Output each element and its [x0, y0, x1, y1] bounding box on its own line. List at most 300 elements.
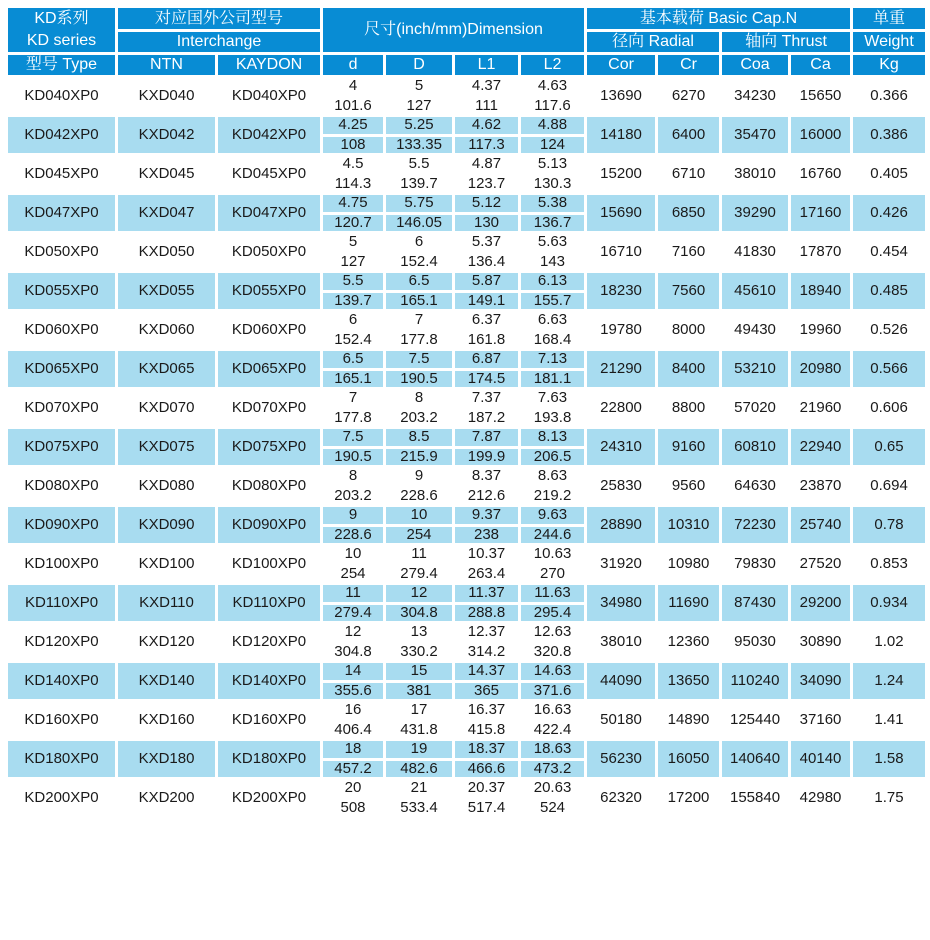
cell-d-inch: 18 [322, 740, 385, 760]
cell-ca: 34090 [790, 662, 852, 701]
cell-cor: 21290 [586, 350, 657, 389]
cell-D-mm: 482.6 [385, 759, 454, 779]
cell-L2-mm: 371.6 [520, 681, 586, 701]
cell-D-inch: 7.5 [385, 350, 454, 370]
cell-L2-mm: 219.2 [520, 486, 586, 506]
cell-ntn: KXD050 [117, 233, 217, 272]
cell-L1-mm: 466.6 [454, 759, 520, 779]
cell-kaydon: KD047XP0 [217, 194, 322, 233]
cell-cr: 14890 [657, 701, 721, 740]
cell-cor: 34980 [586, 584, 657, 623]
cell-kg: 1.02 [852, 623, 927, 662]
table-row-inch [7, 623, 927, 643]
cell-d-inch: 5.5 [322, 272, 385, 292]
cell-L2-inch: 14.63 [520, 662, 586, 682]
cell-L2-mm: 295.4 [520, 603, 586, 623]
cell-D-mm: 127 [385, 96, 454, 116]
cell-D-mm: 152.4 [385, 252, 454, 272]
cell-ca: 23870 [790, 467, 852, 506]
cell-d-inch: 4 [322, 77, 385, 97]
cell-d-mm: 120.7 [322, 213, 385, 233]
cell-d-inch: 20 [322, 779, 385, 799]
header-interchange-zh: 对应国外公司型号 [117, 7, 322, 31]
cell-type: KD050XP0 [7, 233, 117, 272]
cell-L1-mm: 136.4 [454, 252, 520, 272]
cell-ca: 17870 [790, 233, 852, 272]
cell-L1-mm: 130 [454, 213, 520, 233]
cell-type: KD100XP0 [7, 545, 117, 584]
cell-coa: 53210 [721, 350, 790, 389]
cell-type: KD070XP0 [7, 389, 117, 428]
cell-L1-inch: 16.37 [454, 701, 520, 721]
cell-L2-inch: 7.13 [520, 350, 586, 370]
cell-cr: 17200 [657, 779, 721, 818]
cell-ntn: KXD160 [117, 701, 217, 740]
cell-L2-mm: 181.1 [520, 369, 586, 389]
cell-cr: 7160 [657, 233, 721, 272]
cell-D-mm: 177.8 [385, 330, 454, 350]
cell-kg: 1.75 [852, 779, 927, 818]
cell-D-inch: 12 [385, 584, 454, 604]
cell-L2-mm: 117.6 [520, 96, 586, 116]
cell-d-inch: 4.75 [322, 194, 385, 214]
cell-ntn: KXD075 [117, 428, 217, 467]
table-row-inch [7, 740, 927, 760]
cell-cor: 15200 [586, 155, 657, 194]
cell-d-mm: 114.3 [322, 174, 385, 194]
cell-cor: 28890 [586, 506, 657, 545]
cell-ca: 17160 [790, 194, 852, 233]
cell-D-mm: 146.05 [385, 213, 454, 233]
cell-L2-mm: 206.5 [520, 447, 586, 467]
cell-D-mm: 254 [385, 525, 454, 545]
cell-D-inch: 5.75 [385, 194, 454, 214]
cell-L1-inch: 5.87 [454, 272, 520, 292]
cell-kg: 0.853 [852, 545, 927, 584]
cell-D-inch: 17 [385, 701, 454, 721]
cell-cr: 9160 [657, 428, 721, 467]
cell-kg: 0.65 [852, 428, 927, 467]
cell-L2-inch: 8.63 [520, 467, 586, 487]
cell-type: KD065XP0 [7, 350, 117, 389]
cell-L2-mm: 422.4 [520, 720, 586, 740]
cell-ca: 16760 [790, 155, 852, 194]
cell-cor: 31920 [586, 545, 657, 584]
cell-L1-inch: 10.37 [454, 545, 520, 565]
cell-ca: 29200 [790, 584, 852, 623]
cell-kg: 0.485 [852, 272, 927, 311]
cell-coa: 64630 [721, 467, 790, 506]
cell-cr: 6850 [657, 194, 721, 233]
header-thrust: 轴向 Thrust [721, 31, 852, 54]
table-row-inch [7, 116, 927, 136]
cell-L2-mm: 168.4 [520, 330, 586, 350]
cell-ca: 16000 [790, 116, 852, 155]
table-row-inch [7, 467, 927, 487]
table-row-inch [7, 77, 927, 97]
cell-L2-inch: 8.13 [520, 428, 586, 448]
cell-cr: 9560 [657, 467, 721, 506]
cell-L1-mm: 517.4 [454, 798, 520, 818]
cell-L1-mm: 288.8 [454, 603, 520, 623]
cell-cr: 10310 [657, 506, 721, 545]
cell-d-mm: 228.6 [322, 525, 385, 545]
cell-cor: 44090 [586, 662, 657, 701]
cell-kaydon: KD075XP0 [217, 428, 322, 467]
cell-L2-mm: 193.8 [520, 408, 586, 428]
cell-cor: 24310 [586, 428, 657, 467]
header-col-cr: Cr [657, 54, 721, 77]
cell-L2-inch: 5.13 [520, 155, 586, 175]
cell-kg: 0.606 [852, 389, 927, 428]
cell-cor: 56230 [586, 740, 657, 779]
cell-ca: 18940 [790, 272, 852, 311]
cell-coa: 72230 [721, 506, 790, 545]
cell-L2-mm: 136.7 [520, 213, 586, 233]
cell-d-mm: 190.5 [322, 447, 385, 467]
table-row-inch [7, 584, 927, 604]
cell-L2-inch: 6.13 [520, 272, 586, 292]
header-basic-cap: 基本载荷 Basic Cap.N [586, 7, 852, 31]
cell-d-inch: 14 [322, 662, 385, 682]
cell-d-mm: 101.6 [322, 96, 385, 116]
cell-type: KD060XP0 [7, 311, 117, 350]
cell-type: KD120XP0 [7, 623, 117, 662]
cell-kg: 0.454 [852, 233, 927, 272]
cell-coa: 95030 [721, 623, 790, 662]
cell-coa: 41830 [721, 233, 790, 272]
cell-L1-inch: 5.37 [454, 233, 520, 253]
cell-cr: 8800 [657, 389, 721, 428]
header-row-3 [7, 54, 927, 77]
table-row-inch [7, 194, 927, 214]
cell-coa: 57020 [721, 389, 790, 428]
table-row-inch [7, 506, 927, 526]
header-kd-series [7, 7, 117, 54]
cell-cor: 13690 [586, 77, 657, 116]
cell-d-inch: 6 [322, 311, 385, 331]
cell-L1-inch: 6.87 [454, 350, 520, 370]
cell-coa: 34230 [721, 77, 790, 116]
cell-L2-mm: 155.7 [520, 291, 586, 311]
cell-ntn: KXD140 [117, 662, 217, 701]
header-ntn: NTN [117, 54, 217, 77]
cell-kg: 0.566 [852, 350, 927, 389]
header-col-cor: Cor [586, 54, 657, 77]
cell-type: KD040XP0 [7, 77, 117, 116]
cell-L1-inch: 6.37 [454, 311, 520, 331]
header-kd-series-en: KD series [26, 32, 97, 49]
header-col-ca: Ca [790, 54, 852, 77]
cell-kg: 1.58 [852, 740, 927, 779]
cell-D-mm: 190.5 [385, 369, 454, 389]
cell-cr: 6400 [657, 116, 721, 155]
cell-D-mm: 165.1 [385, 291, 454, 311]
cell-cor: 50180 [586, 701, 657, 740]
cell-L2-mm: 320.8 [520, 642, 586, 662]
header-kaydon: KAYDON [217, 54, 322, 77]
cell-d-inch: 16 [322, 701, 385, 721]
header-row-1 [7, 7, 927, 31]
cell-coa: 45610 [721, 272, 790, 311]
cell-L1-inch: 7.37 [454, 389, 520, 409]
cell-d-inch: 7.5 [322, 428, 385, 448]
cell-kaydon: KD200XP0 [217, 779, 322, 818]
cell-kaydon: KD055XP0 [217, 272, 322, 311]
cell-kaydon: KD160XP0 [217, 701, 322, 740]
cell-ca: 42980 [790, 779, 852, 818]
cell-d-inch: 8 [322, 467, 385, 487]
cell-D-inch: 8.5 [385, 428, 454, 448]
cell-L1-mm: 187.2 [454, 408, 520, 428]
cell-cor: 15690 [586, 194, 657, 233]
cell-L1-inch: 9.37 [454, 506, 520, 526]
cell-type: KD045XP0 [7, 155, 117, 194]
cell-L1-mm: 174.5 [454, 369, 520, 389]
cell-d-inch: 4.25 [322, 116, 385, 136]
cell-ca: 30890 [790, 623, 852, 662]
cell-kaydon: KD045XP0 [217, 155, 322, 194]
cell-cor: 19780 [586, 311, 657, 350]
header-col-L1: L1 [454, 54, 520, 77]
cell-kaydon: KD040XP0 [217, 77, 322, 116]
cell-L2-inch: 5.38 [520, 194, 586, 214]
cell-kaydon: KD120XP0 [217, 623, 322, 662]
cell-d-mm: 355.6 [322, 681, 385, 701]
table-row-inch [7, 311, 927, 331]
cell-L1-mm: 117.3 [454, 135, 520, 155]
cell-kg: 1.41 [852, 701, 927, 740]
cell-type: KD180XP0 [7, 740, 117, 779]
cell-coa: 38010 [721, 155, 790, 194]
cell-ntn: KXD040 [117, 77, 217, 116]
cell-L2-inch: 4.63 [520, 77, 586, 97]
cell-cor: 62320 [586, 779, 657, 818]
cell-L1-inch: 11.37 [454, 584, 520, 604]
cell-D-inch: 10 [385, 506, 454, 526]
cell-kg: 0.426 [852, 194, 927, 233]
cell-L2-inch: 11.63 [520, 584, 586, 604]
header-weight-en: Weight [852, 31, 927, 54]
cell-kg: 1.24 [852, 662, 927, 701]
cell-L1-inch: 14.37 [454, 662, 520, 682]
cell-kg: 0.366 [852, 77, 927, 116]
header-col-kg: Kg [852, 54, 927, 77]
header-kd-series-zh: KD系列 [34, 10, 89, 28]
cell-D-inch: 11 [385, 545, 454, 565]
cell-L1-inch: 4.87 [454, 155, 520, 175]
cell-L1-mm: 111 [454, 96, 520, 116]
cell-L1-mm: 161.8 [454, 330, 520, 350]
cell-L1-inch: 18.37 [454, 740, 520, 760]
cell-d-mm: 203.2 [322, 486, 385, 506]
cell-kaydon: KD080XP0 [217, 467, 322, 506]
cell-type: KD110XP0 [7, 584, 117, 623]
cell-L2-mm: 244.6 [520, 525, 586, 545]
cell-L1-inch: 4.62 [454, 116, 520, 136]
cell-coa: 140640 [721, 740, 790, 779]
cell-ntn: KXD042 [117, 116, 217, 155]
cell-d-inch: 9 [322, 506, 385, 526]
cell-ntn: KXD055 [117, 272, 217, 311]
cell-cr: 8000 [657, 311, 721, 350]
cell-kg: 0.78 [852, 506, 927, 545]
cell-d-mm: 108 [322, 135, 385, 155]
bearing-spec-table [5, 5, 928, 819]
cell-cor: 14180 [586, 116, 657, 155]
cell-D-inch: 5.25 [385, 116, 454, 136]
cell-ntn: KXD045 [117, 155, 217, 194]
cell-L2-mm: 473.2 [520, 759, 586, 779]
cell-d-mm: 152.4 [322, 330, 385, 350]
cell-cr: 13650 [657, 662, 721, 701]
cell-d-mm: 254 [322, 564, 385, 584]
cell-coa: 87430 [721, 584, 790, 623]
table-row-inch [7, 233, 927, 253]
cell-kaydon: KD065XP0 [217, 350, 322, 389]
cell-L1-inch: 4.37 [454, 77, 520, 97]
cell-cr: 8400 [657, 350, 721, 389]
cell-D-inch: 9 [385, 467, 454, 487]
cell-kg: 0.386 [852, 116, 927, 155]
cell-D-mm: 133.35 [385, 135, 454, 155]
cell-D-inch: 5.5 [385, 155, 454, 175]
cell-d-inch: 11 [322, 584, 385, 604]
cell-cr: 11690 [657, 584, 721, 623]
cell-ntn: KXD110 [117, 584, 217, 623]
cell-L1-mm: 314.2 [454, 642, 520, 662]
cell-type: KD055XP0 [7, 272, 117, 311]
cell-D-mm: 139.7 [385, 174, 454, 194]
cell-L2-mm: 524 [520, 798, 586, 818]
cell-d-mm: 279.4 [322, 603, 385, 623]
cell-ntn: KXD047 [117, 194, 217, 233]
cell-kaydon: KD110XP0 [217, 584, 322, 623]
cell-type: KD047XP0 [7, 194, 117, 233]
header-col-L2: L2 [520, 54, 586, 77]
cell-L1-mm: 263.4 [454, 564, 520, 584]
cell-coa: 110240 [721, 662, 790, 701]
cell-D-inch: 6 [385, 233, 454, 253]
cell-coa: 35470 [721, 116, 790, 155]
cell-cor: 16710 [586, 233, 657, 272]
cell-d-mm: 508 [322, 798, 385, 818]
cell-L2-mm: 143 [520, 252, 586, 272]
table-row-inch [7, 545, 927, 565]
cell-ca: 20980 [790, 350, 852, 389]
cell-kaydon: KD090XP0 [217, 506, 322, 545]
cell-ntn: KXD080 [117, 467, 217, 506]
cell-D-mm: 533.4 [385, 798, 454, 818]
cell-ca: 21960 [790, 389, 852, 428]
cell-d-inch: 12 [322, 623, 385, 643]
cell-type: KD090XP0 [7, 506, 117, 545]
cell-d-inch: 7 [322, 389, 385, 409]
cell-D-inch: 6.5 [385, 272, 454, 292]
cell-L1-mm: 199.9 [454, 447, 520, 467]
cell-kaydon: KD140XP0 [217, 662, 322, 701]
cell-ca: 15650 [790, 77, 852, 116]
table-row-inch [7, 350, 927, 370]
cell-ca: 40140 [790, 740, 852, 779]
cell-ntn: KXD070 [117, 389, 217, 428]
cell-cr: 7560 [657, 272, 721, 311]
cell-cor: 25830 [586, 467, 657, 506]
cell-kaydon: KD100XP0 [217, 545, 322, 584]
cell-ntn: KXD200 [117, 779, 217, 818]
cell-coa: 39290 [721, 194, 790, 233]
cell-L2-inch: 18.63 [520, 740, 586, 760]
cell-L1-inch: 7.87 [454, 428, 520, 448]
cell-kaydon: KD050XP0 [217, 233, 322, 272]
cell-d-inch: 4.5 [322, 155, 385, 175]
cell-type: KD160XP0 [7, 701, 117, 740]
cell-ntn: KXD060 [117, 311, 217, 350]
cell-d-mm: 406.4 [322, 720, 385, 740]
cell-ntn: KXD120 [117, 623, 217, 662]
cell-d-inch: 6.5 [322, 350, 385, 370]
cell-ntn: KXD065 [117, 350, 217, 389]
cell-L1-mm: 212.6 [454, 486, 520, 506]
cell-kg: 0.405 [852, 155, 927, 194]
cell-kaydon: KD042XP0 [217, 116, 322, 155]
cell-type: KD042XP0 [7, 116, 117, 155]
cell-ca: 25740 [790, 506, 852, 545]
header-interchange-en: Interchange [117, 31, 322, 54]
cell-L2-inch: 9.63 [520, 506, 586, 526]
cell-L2-mm: 270 [520, 564, 586, 584]
cell-cr: 6270 [657, 77, 721, 116]
header-type: 型号 Type [7, 54, 117, 77]
cell-D-mm: 228.6 [385, 486, 454, 506]
table-row-inch [7, 389, 927, 409]
cell-L1-mm: 238 [454, 525, 520, 545]
cell-kaydon: KD060XP0 [217, 311, 322, 350]
header-weight-zh: 单重 [852, 7, 927, 31]
cell-ca: 27520 [790, 545, 852, 584]
cell-d-mm: 304.8 [322, 642, 385, 662]
header-dimension: 尺寸(inch/mm)Dimension [322, 7, 586, 54]
cell-ca: 37160 [790, 701, 852, 740]
cell-d-mm: 177.8 [322, 408, 385, 428]
cell-cr: 6710 [657, 155, 721, 194]
cell-L1-mm: 149.1 [454, 291, 520, 311]
table-body [7, 77, 927, 818]
cell-L2-inch: 4.88 [520, 116, 586, 136]
cell-D-inch: 19 [385, 740, 454, 760]
cell-kg: 0.526 [852, 311, 927, 350]
cell-ca: 19960 [790, 311, 852, 350]
cell-d-inch: 10 [322, 545, 385, 565]
cell-L1-mm: 365 [454, 681, 520, 701]
table-row-inch [7, 662, 927, 682]
table-row-inch [7, 701, 927, 721]
cell-L2-inch: 5.63 [520, 233, 586, 253]
cell-L2-mm: 130.3 [520, 174, 586, 194]
cell-d-mm: 127 [322, 252, 385, 272]
cell-coa: 125440 [721, 701, 790, 740]
cell-D-mm: 431.8 [385, 720, 454, 740]
cell-coa: 79830 [721, 545, 790, 584]
cell-cr: 16050 [657, 740, 721, 779]
table-header [7, 7, 927, 77]
cell-d-mm: 457.2 [322, 759, 385, 779]
table-row-inch [7, 272, 927, 292]
cell-cor: 22800 [586, 389, 657, 428]
cell-ntn: KXD100 [117, 545, 217, 584]
header-col-d: d [322, 54, 385, 77]
cell-cor: 38010 [586, 623, 657, 662]
